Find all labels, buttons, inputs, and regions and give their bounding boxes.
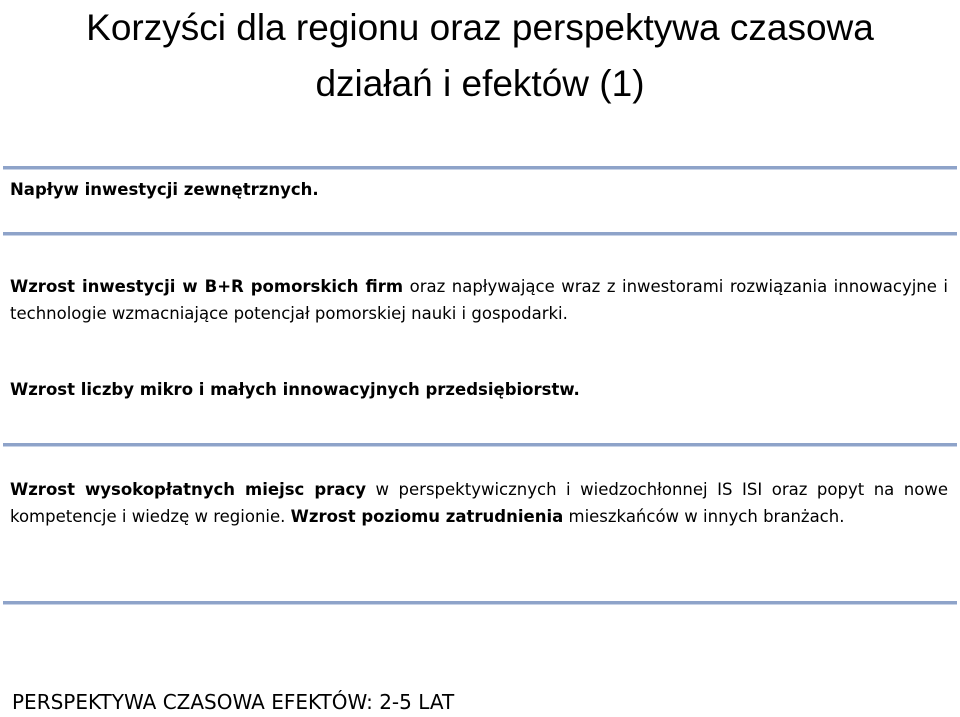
page-title-line-1: Korzyści dla regionu oraz perspektywa czasowa xyxy=(86,7,874,48)
benefit-employment-bold: Wzrost poziomu zatrudnienia xyxy=(290,507,564,526)
benefit-rd-investment-bold: Wzrost inwestycji w B+R pomorskich firm xyxy=(10,277,404,296)
benefit-external-investment xyxy=(10,176,948,203)
divider-2 xyxy=(3,443,957,447)
benefit-jobs-text: w perspektywicznych i wiedzochłonnej IS ISI oraz popyt na nowe kompetencje i wiedzę w regionie. xyxy=(10,480,948,526)
divider-1 xyxy=(3,232,957,236)
benefit-innovative-enterprises-text: Wzrost liczby mikro i małych innowacyjnych przedsiębiorstw. xyxy=(10,380,580,399)
divider-top xyxy=(3,166,957,170)
benefit-innovative-enterprises xyxy=(10,376,948,403)
benefit-rd-investment xyxy=(10,273,948,327)
benefit-employment-text: mieszkańców w innych branżach. xyxy=(563,507,845,526)
benefit-jobs xyxy=(10,476,948,530)
benefit-jobs-bold: Wzrost wysokopłatnych miejsc pracy xyxy=(10,480,366,499)
benefit-rd-investment-text: oraz napływające wraz z inwestorami rozwiązania innowacyjne i technologie wzmacniające potencjał pomorskiej nauki i gospodarki. xyxy=(10,277,948,323)
divider-3 xyxy=(3,601,957,605)
time-perspective-footer: PERSPEKTYWA CZASOWA EFEKTÓW: 2-5 LAT xyxy=(12,690,455,714)
page-title xyxy=(0,0,960,112)
page-title-line-2: działań i efektów (1) xyxy=(315,63,645,104)
benefit-external-investment-text: Napływ inwestycji zewnętrznych. xyxy=(10,180,319,199)
